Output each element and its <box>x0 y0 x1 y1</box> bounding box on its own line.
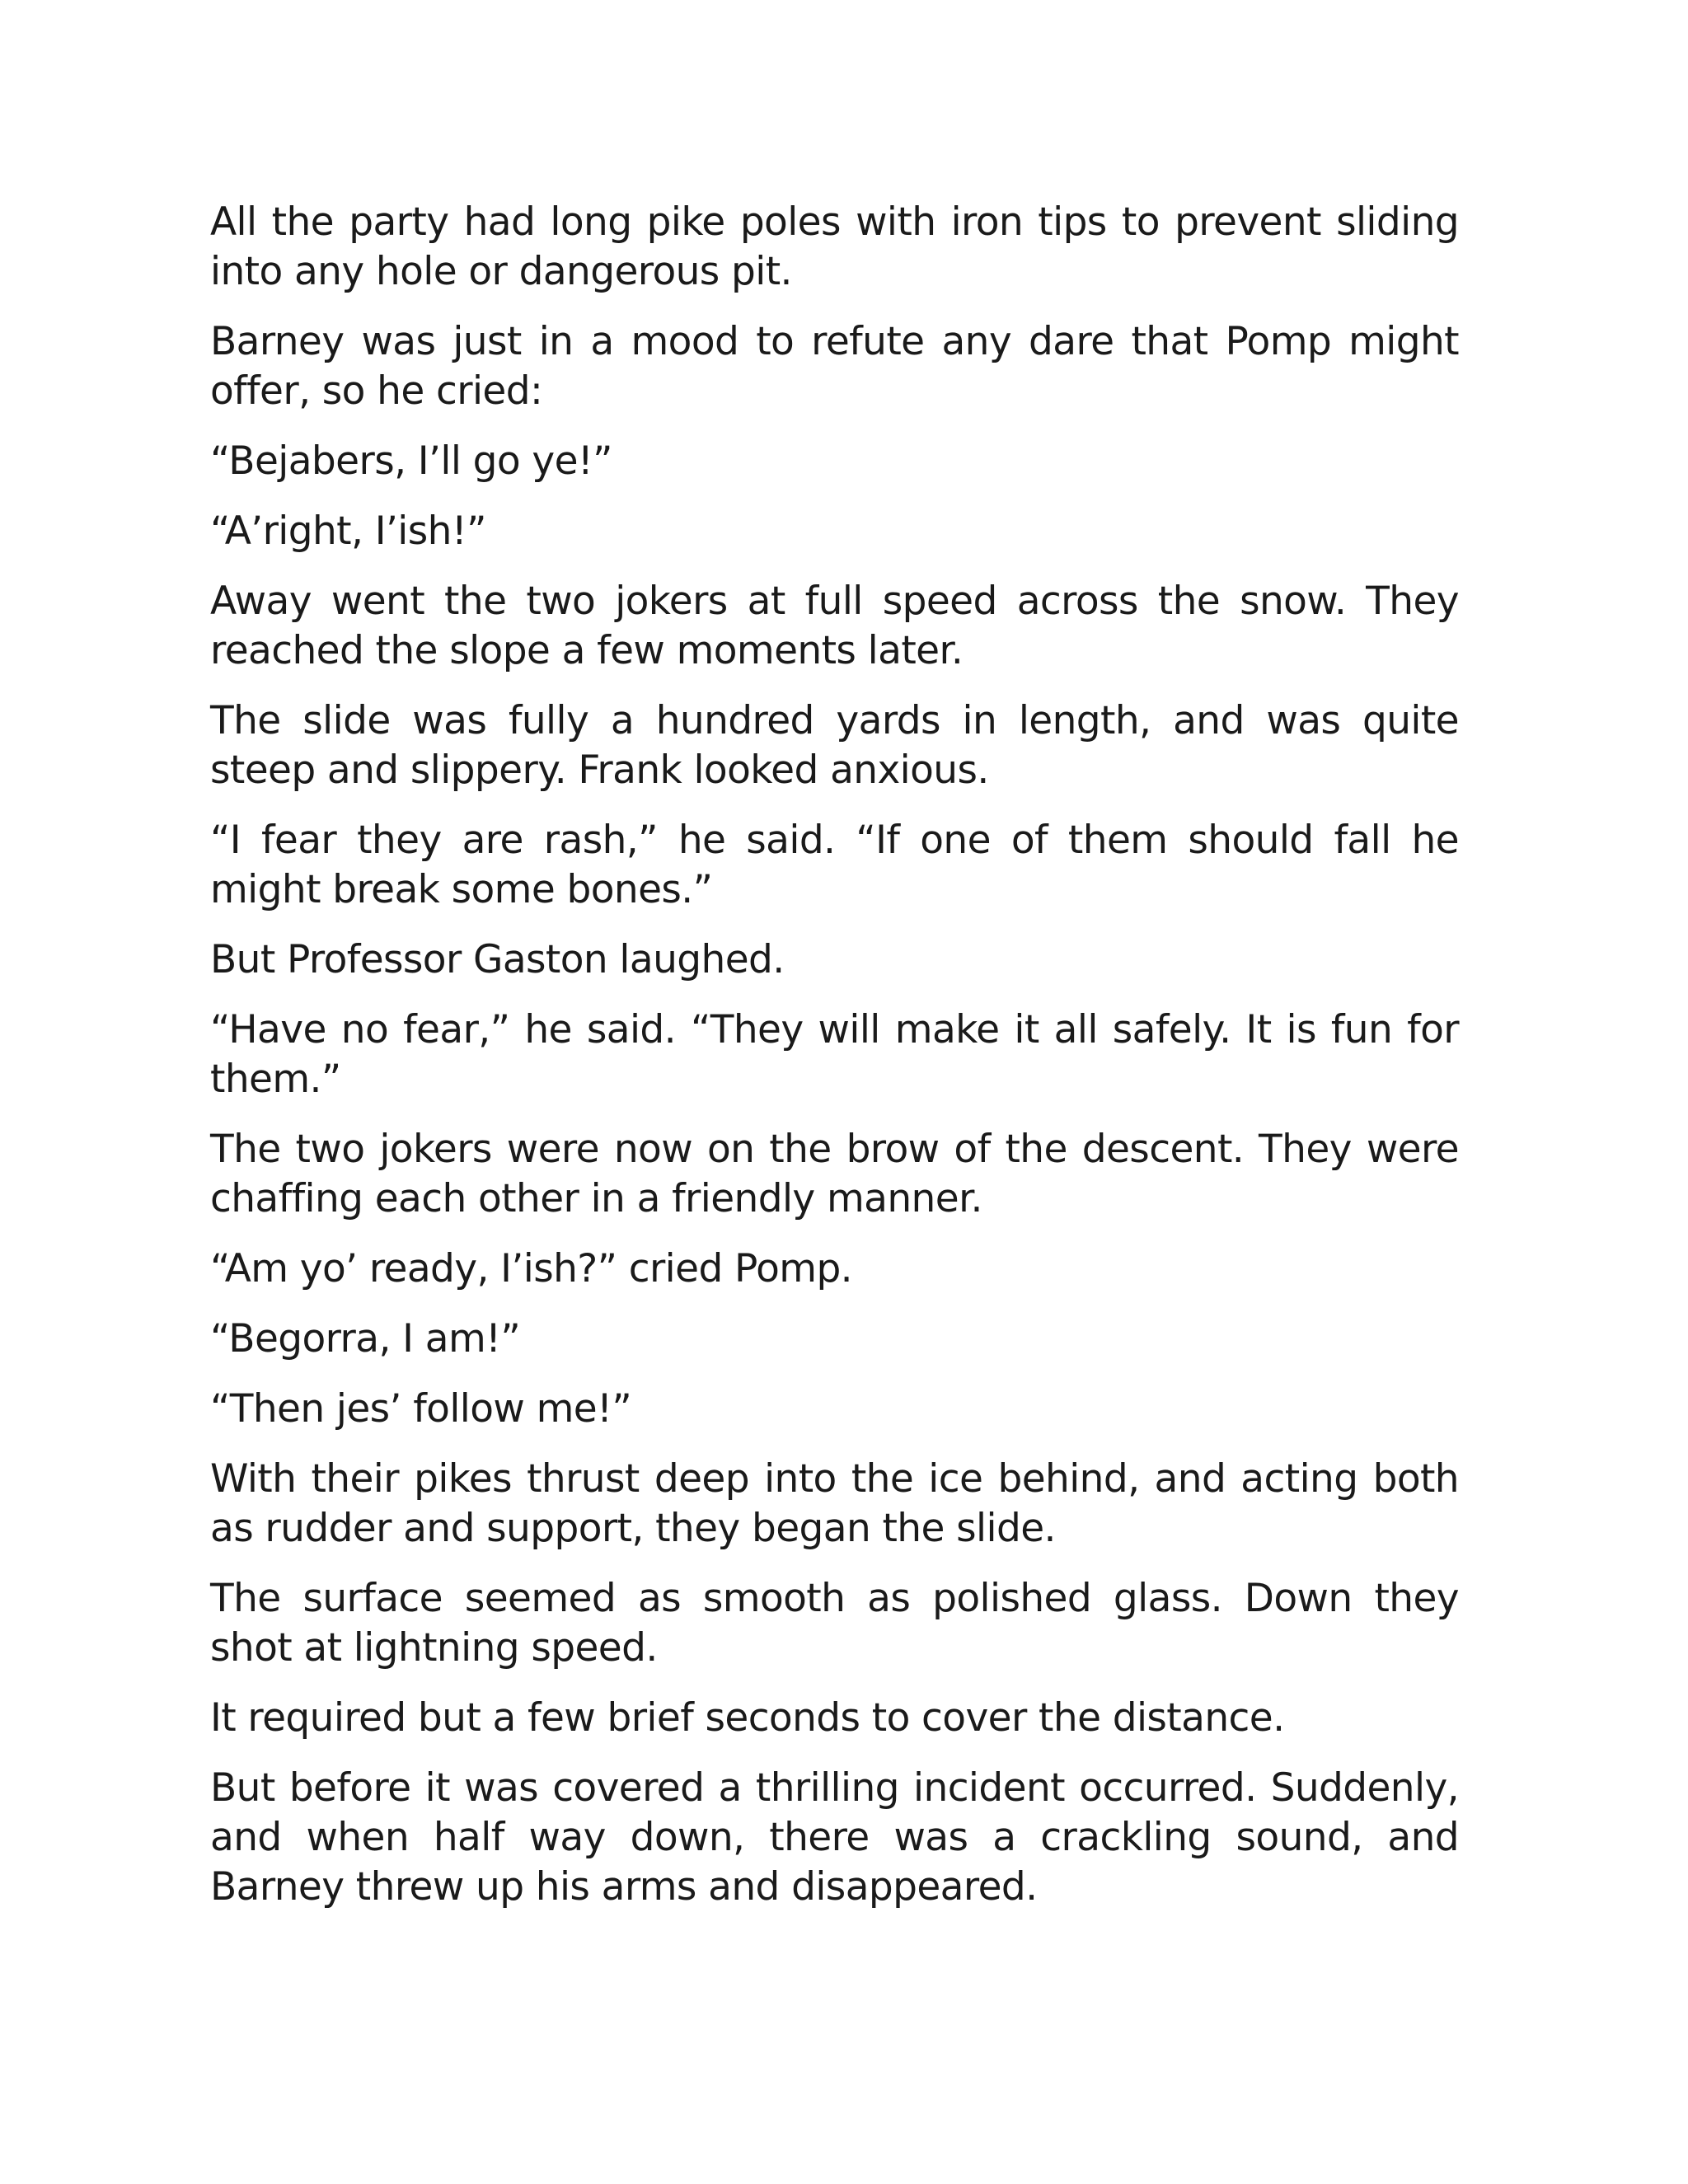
paragraph: But before it was covered a thrilling incident occurred. Suddenly, and when half way down, there was a crackling sound, and Barney threw up his arms and disappeared. <box>210 1765 1459 1910</box>
paragraph: Away went the two jokers at full speed across the snow. They reached the slope a few moments later. <box>210 579 1459 673</box>
paragraph: All the party had long pike poles with iron tips to prevent sliding into any hole or dangerous pit. <box>210 199 1459 294</box>
paragraph: But Professor Gaston laughed. <box>210 937 785 982</box>
paragraph: With their pikes thrust deep into the ice behind, and acting both as rudder and support, they began the slide. <box>210 1456 1459 1551</box>
body-text <box>210 198 1459 1933</box>
paragraph: “Then jes’ follow me!” <box>210 1386 632 1432</box>
paragraph: It required but a few brief seconds to cover the distance. <box>210 1695 1285 1741</box>
paragraph: “Begorra, I am!” <box>210 1316 521 1361</box>
paragraph: “Am yo’ ready, I’ish?” cried Pomp. <box>210 1246 853 1291</box>
paragraph: The surface seemed as smooth as polished glass. Down they shot at lightning speed. <box>210 1576 1459 1671</box>
paragraph: “Have no fear,” he said. “They will make it all safely. It is fun for them.” <box>210 1007 1459 1102</box>
paragraph: The two jokers were now on the brow of the descent. They were chaffing each other in a friendly manner. <box>210 1127 1459 1221</box>
paragraph: “A’right, I’ish!” <box>210 509 486 554</box>
paragraph: “Bejabers, I’ll go ye!” <box>210 438 612 484</box>
paragraph: “I fear they are rash,” he said. “If one of them should fall he might break some bones.” <box>210 818 1459 912</box>
paragraph: The slide was fully a hundred yards in length, and was quite steep and slippery. Frank looked anxious. <box>210 698 1459 793</box>
paragraph: Barney was just in a mood to refute any dare that Pomp might offer, so he cried: <box>210 319 1459 414</box>
